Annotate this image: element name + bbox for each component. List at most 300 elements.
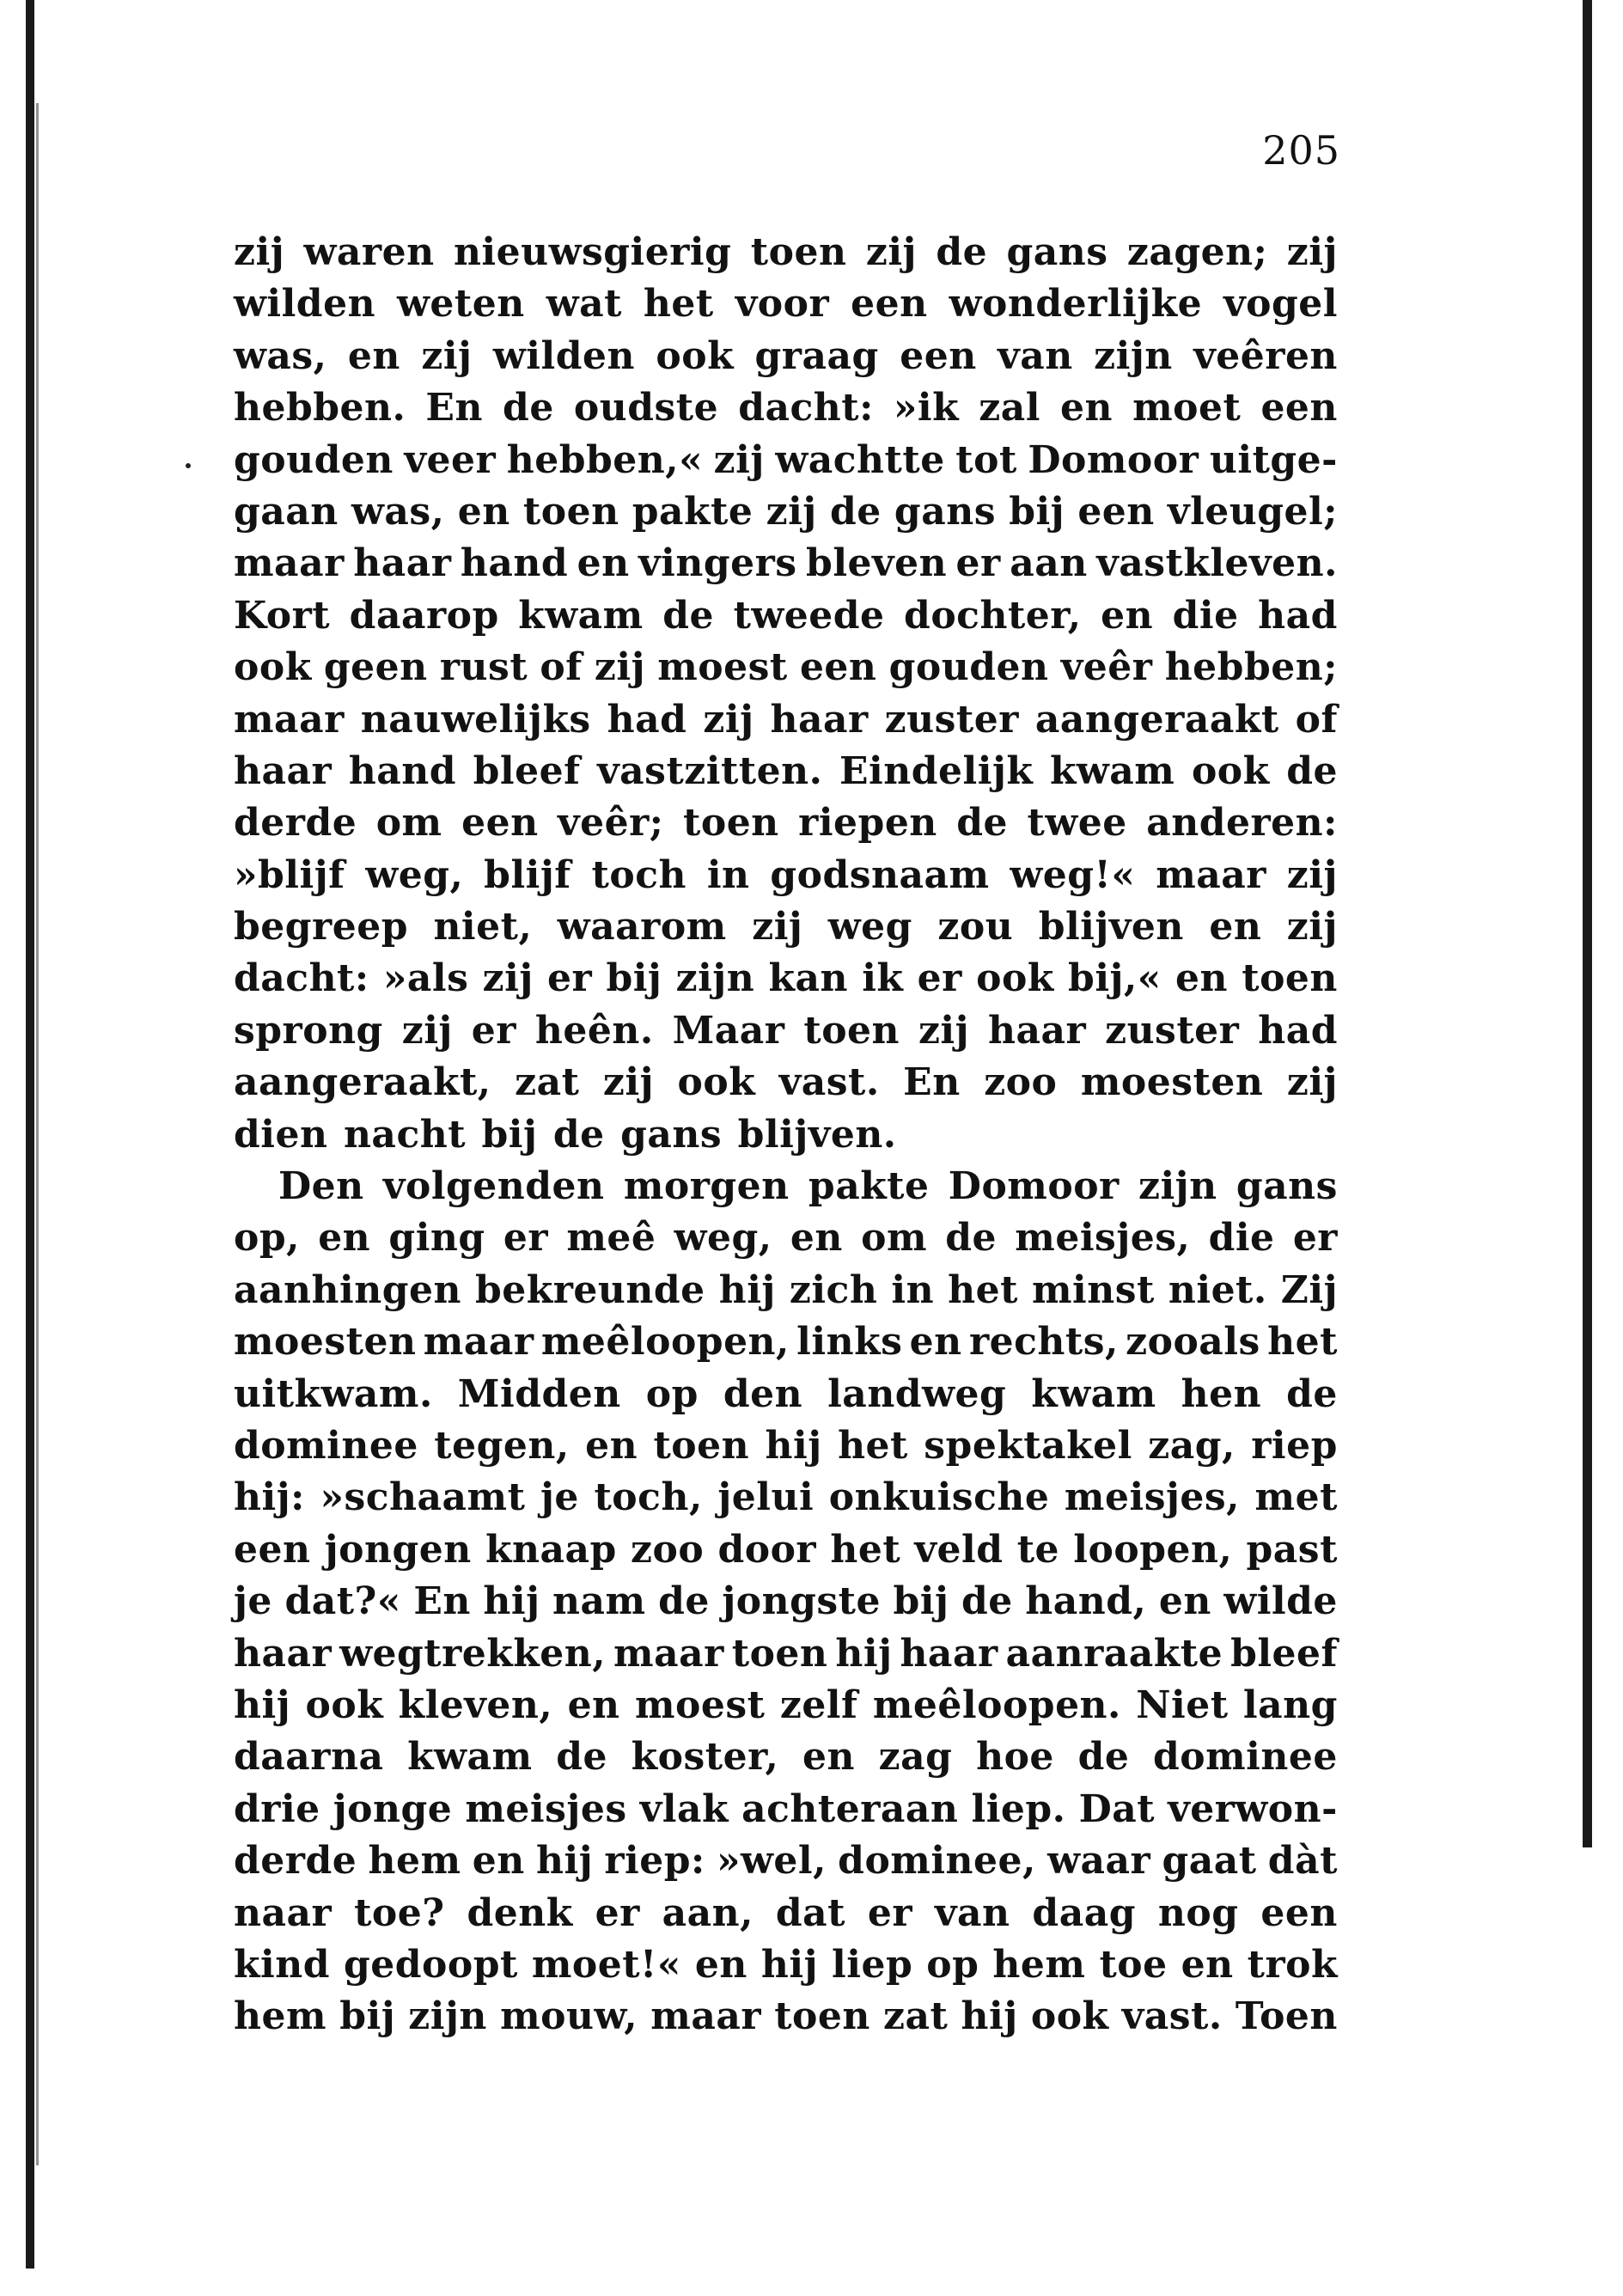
word: hij bbox=[961, 1994, 1018, 2039]
word: pakte bbox=[808, 1164, 930, 1209]
word: kind bbox=[234, 1942, 330, 1987]
word: vleugel; bbox=[1168, 489, 1338, 534]
word: en bbox=[1181, 1942, 1234, 1987]
word: maar bbox=[234, 697, 345, 742]
word: gedoopt bbox=[343, 1942, 518, 1987]
word: ook bbox=[976, 956, 1054, 1001]
word: blijven bbox=[1038, 905, 1184, 950]
word: liep bbox=[832, 1942, 913, 1987]
word: op, bbox=[234, 1216, 300, 1261]
word: landweg bbox=[827, 1371, 1007, 1416]
word: »wel, bbox=[717, 1839, 827, 1884]
word: er bbox=[595, 1890, 640, 1935]
word: kleven, bbox=[398, 1682, 553, 1727]
word: zoo bbox=[631, 1527, 705, 1572]
word: zij bbox=[421, 333, 473, 378]
word: morgen bbox=[623, 1164, 790, 1209]
text-line bbox=[234, 1680, 1338, 1731]
word: dàt bbox=[1267, 1839, 1338, 1884]
word: En bbox=[903, 1060, 961, 1105]
word: was, bbox=[234, 333, 327, 378]
word: met bbox=[1254, 1475, 1338, 1520]
text-line bbox=[234, 1939, 1338, 1991]
word: of bbox=[540, 645, 583, 690]
word: zij bbox=[1286, 1060, 1338, 1105]
word: het bbox=[948, 1267, 1018, 1312]
word: gouden bbox=[234, 437, 394, 482]
word: meê bbox=[566, 1216, 656, 1261]
text-line bbox=[234, 538, 1338, 589]
word: vastkleven. bbox=[1096, 541, 1338, 586]
word: moet bbox=[1132, 386, 1242, 430]
word: je bbox=[234, 1579, 272, 1624]
word: En bbox=[413, 1579, 471, 1624]
word: wilden bbox=[234, 282, 376, 327]
word: aanraakte bbox=[1005, 1631, 1223, 1676]
word: moest bbox=[634, 1682, 766, 1727]
word: naar bbox=[234, 1890, 333, 1935]
word: was, bbox=[351, 489, 445, 534]
word: Kort bbox=[234, 593, 331, 638]
word: of bbox=[1295, 697, 1338, 742]
word: bij bbox=[606, 956, 662, 1001]
word: de bbox=[552, 1112, 605, 1157]
word: hebben; bbox=[1164, 645, 1338, 690]
word: derde bbox=[234, 1839, 357, 1884]
page-edge-right bbox=[1583, 0, 1592, 1847]
word: en bbox=[577, 541, 630, 586]
word: gans bbox=[620, 1112, 723, 1157]
word: weg bbox=[827, 905, 912, 950]
word: ook bbox=[1191, 748, 1270, 793]
text-line bbox=[234, 1784, 1338, 1835]
word: zij bbox=[594, 645, 645, 690]
word: een bbox=[1077, 489, 1155, 534]
word: toen bbox=[653, 1423, 750, 1468]
word: drie bbox=[234, 1786, 320, 1831]
word: het bbox=[838, 1423, 908, 1468]
word: aanhingen bbox=[234, 1267, 461, 1312]
word: bleef bbox=[1230, 1631, 1338, 1676]
word: gaat bbox=[1162, 1839, 1257, 1884]
word: er bbox=[1292, 1216, 1338, 1261]
word: en bbox=[790, 1216, 843, 1261]
word: bij,« bbox=[1068, 956, 1162, 1001]
text-line bbox=[234, 901, 1338, 953]
word: toen bbox=[683, 801, 779, 846]
word: gaan bbox=[234, 489, 339, 534]
word: »blijf bbox=[234, 852, 345, 897]
word: zij bbox=[482, 956, 534, 1001]
word: »ik bbox=[893, 386, 960, 430]
text-line bbox=[234, 1369, 1338, 1420]
word: de bbox=[945, 1216, 998, 1261]
word: riep bbox=[1251, 1423, 1338, 1468]
word: en bbox=[457, 489, 510, 534]
page-edge-left bbox=[26, 0, 34, 2269]
text-line bbox=[234, 1316, 1338, 1368]
word: zelf bbox=[779, 1682, 858, 1727]
word: uitge- bbox=[1209, 437, 1338, 482]
text-line bbox=[234, 694, 1338, 746]
word: de bbox=[1077, 1735, 1130, 1780]
word: meisjes bbox=[465, 1786, 627, 1831]
text-line bbox=[234, 1835, 1338, 1887]
word: een bbox=[799, 645, 877, 690]
word: en bbox=[694, 1942, 747, 1987]
word: dominee bbox=[234, 1423, 418, 1468]
word: nauwelijks bbox=[360, 697, 591, 742]
word: had bbox=[1258, 593, 1338, 638]
word: haar bbox=[234, 748, 333, 793]
word: den bbox=[723, 1371, 803, 1416]
text-line bbox=[234, 1888, 1338, 1939]
word: dacht: bbox=[738, 386, 874, 430]
word: niet, bbox=[433, 905, 533, 950]
word: toch, bbox=[594, 1475, 703, 1520]
word: gans bbox=[894, 489, 996, 534]
word: toen bbox=[522, 489, 619, 534]
word: vastzitten. bbox=[597, 748, 823, 793]
word: en bbox=[567, 1682, 620, 1727]
word: wegtrekken, bbox=[339, 1631, 607, 1676]
text-line bbox=[234, 1420, 1338, 1472]
word: knaap bbox=[485, 1527, 617, 1572]
word: haar bbox=[234, 1631, 333, 1676]
word: die bbox=[1208, 1216, 1275, 1261]
word: er bbox=[471, 1008, 516, 1053]
word: maar bbox=[423, 1320, 534, 1365]
word: bleef bbox=[473, 748, 581, 793]
word: hij bbox=[765, 1423, 822, 1468]
text-line bbox=[234, 1524, 1338, 1576]
word: aangeraakt, bbox=[234, 1060, 491, 1105]
word: zuster bbox=[884, 697, 1019, 742]
word: niet. bbox=[1168, 1267, 1267, 1312]
word: »als bbox=[382, 956, 469, 1001]
word: kwam bbox=[1049, 748, 1175, 793]
word: hand bbox=[348, 748, 457, 793]
word: de bbox=[658, 1579, 710, 1624]
word: tegen, bbox=[434, 1423, 570, 1468]
text-line bbox=[234, 1991, 1338, 2043]
word: zag bbox=[878, 1735, 953, 1780]
word: zij bbox=[713, 437, 765, 482]
word: voor bbox=[735, 282, 830, 327]
text-line bbox=[234, 953, 1338, 1004]
word: hoe bbox=[976, 1735, 1054, 1780]
word: liep. bbox=[971, 1786, 1066, 1831]
word: hebben,« bbox=[506, 437, 704, 482]
word: bij bbox=[481, 1112, 538, 1157]
word: zoo bbox=[984, 1060, 1058, 1105]
word: Niet bbox=[1136, 1682, 1229, 1727]
word: moest bbox=[657, 645, 788, 690]
word: het bbox=[1267, 1320, 1338, 1365]
word: veêr bbox=[1060, 645, 1153, 690]
word: waar bbox=[1047, 1839, 1151, 1884]
word: nieuwsgierig bbox=[453, 230, 732, 274]
word: ook bbox=[305, 1682, 384, 1727]
word: kwam bbox=[1031, 1371, 1156, 1416]
word: ging bbox=[388, 1216, 485, 1261]
text-line bbox=[234, 1161, 1338, 1212]
word: past bbox=[1246, 1527, 1338, 1572]
word: had bbox=[607, 697, 687, 742]
word: in bbox=[706, 852, 750, 897]
word: daarna bbox=[234, 1735, 384, 1780]
word: gouden bbox=[888, 645, 1049, 690]
word: gans bbox=[1006, 230, 1108, 274]
word: moesten bbox=[234, 1320, 417, 1365]
word: denk bbox=[467, 1890, 573, 1935]
word: ook bbox=[1030, 1994, 1109, 2039]
word: kwam bbox=[407, 1735, 533, 1780]
word: waren bbox=[303, 230, 435, 274]
word: hen bbox=[1181, 1371, 1262, 1416]
word: En bbox=[425, 386, 483, 430]
text-line bbox=[234, 797, 1338, 849]
word: veêr; bbox=[558, 801, 664, 846]
word: waarom bbox=[557, 905, 727, 950]
word: hij bbox=[718, 1267, 776, 1312]
word: en bbox=[347, 333, 400, 378]
word: en bbox=[1158, 1579, 1211, 1624]
word: de bbox=[829, 489, 882, 534]
word: zagen; bbox=[1126, 230, 1268, 274]
word: door bbox=[717, 1527, 817, 1572]
word: kan bbox=[768, 956, 848, 1001]
word: koster, bbox=[631, 1735, 779, 1780]
word: dacht: bbox=[234, 956, 369, 1001]
word: Eindelijk bbox=[839, 748, 1034, 793]
word: zou bbox=[937, 905, 1014, 950]
word: hand, bbox=[1025, 1579, 1147, 1624]
word: blijf bbox=[484, 852, 571, 897]
word: Domoor bbox=[1028, 437, 1199, 482]
word: een bbox=[461, 801, 539, 846]
text-line bbox=[234, 590, 1338, 642]
text-line bbox=[234, 1005, 1338, 1057]
word: toen bbox=[803, 1008, 900, 1053]
word: toen bbox=[774, 1994, 870, 2039]
word: zij bbox=[602, 1060, 655, 1105]
word: om bbox=[861, 1216, 928, 1261]
word: een bbox=[851, 282, 928, 327]
word: het bbox=[643, 282, 714, 327]
word: een bbox=[900, 333, 977, 378]
word: dien bbox=[234, 1112, 328, 1157]
word: er bbox=[547, 956, 593, 1001]
word: ook bbox=[234, 645, 312, 690]
word: zij bbox=[865, 230, 917, 274]
word: de bbox=[936, 230, 988, 274]
word: rechts, bbox=[968, 1320, 1119, 1365]
word: zij bbox=[766, 489, 817, 534]
word: wat bbox=[546, 282, 622, 327]
word: er bbox=[867, 1890, 913, 1935]
word: hij bbox=[760, 1942, 818, 1987]
word: wachtte bbox=[775, 437, 945, 482]
text-line bbox=[234, 1576, 1338, 1627]
word: zat bbox=[515, 1060, 580, 1105]
word: moet!« bbox=[531, 1942, 681, 1987]
word: toen bbox=[731, 1631, 828, 1676]
word: twee bbox=[1027, 801, 1127, 846]
word: en bbox=[472, 1839, 525, 1884]
word: haar bbox=[900, 1631, 998, 1676]
word: je bbox=[540, 1475, 579, 1520]
word: spektakel bbox=[924, 1423, 1132, 1468]
word: hij: bbox=[234, 1475, 305, 1520]
text-line bbox=[234, 1109, 1338, 1161]
word: hij bbox=[234, 1682, 291, 1727]
word: zijn bbox=[1094, 333, 1173, 378]
word: haar bbox=[770, 697, 869, 742]
word: verwon- bbox=[1168, 1786, 1338, 1831]
word: bekreunde bbox=[475, 1267, 705, 1312]
word: Midden bbox=[457, 1371, 621, 1416]
word: ook bbox=[677, 1060, 756, 1105]
word: op bbox=[926, 1942, 979, 1987]
body-text bbox=[234, 227, 1338, 2043]
word: een bbox=[234, 1527, 311, 1572]
word: toe bbox=[1099, 1942, 1168, 1987]
text-line bbox=[234, 435, 1338, 486]
word: meêloopen, bbox=[540, 1320, 790, 1365]
word: dochter, bbox=[904, 593, 1082, 638]
word: riepen bbox=[798, 801, 937, 846]
word: hij bbox=[835, 1631, 893, 1676]
word: en bbox=[1209, 905, 1262, 950]
word: riep: bbox=[604, 1839, 705, 1884]
word: blijven. bbox=[737, 1112, 897, 1157]
word: wilde bbox=[1223, 1579, 1338, 1624]
word: jonge bbox=[333, 1786, 453, 1831]
word: vogel bbox=[1223, 282, 1338, 327]
word: van bbox=[998, 333, 1073, 378]
word: daag bbox=[1032, 1890, 1136, 1935]
word: graag bbox=[754, 333, 879, 378]
word: sprong bbox=[234, 1008, 383, 1053]
word: en bbox=[1060, 386, 1114, 430]
word: loopen, bbox=[1073, 1527, 1233, 1572]
word: hand bbox=[460, 541, 569, 586]
word: de bbox=[961, 1579, 1013, 1624]
word: nacht bbox=[343, 1112, 467, 1157]
word: »schaamt bbox=[320, 1475, 526, 1520]
word: bij bbox=[893, 1579, 949, 1624]
word: onkuische bbox=[828, 1475, 1050, 1520]
word: achteraan bbox=[741, 1786, 959, 1831]
word: dominee, bbox=[838, 1839, 1036, 1884]
word: zijn bbox=[675, 956, 755, 1001]
word: meisjes, bbox=[1064, 1475, 1240, 1520]
word: zat bbox=[883, 1994, 949, 2039]
word: hem bbox=[234, 1994, 327, 2039]
word: bij bbox=[1009, 489, 1065, 534]
word: aan bbox=[1010, 541, 1088, 586]
text-line bbox=[234, 331, 1338, 382]
word: en bbox=[318, 1216, 371, 1261]
text-line bbox=[234, 1472, 1338, 1524]
text-line bbox=[234, 1731, 1338, 1783]
word: zij bbox=[1286, 852, 1338, 897]
word: en bbox=[909, 1320, 962, 1365]
word: maar bbox=[613, 1631, 724, 1676]
word: trok bbox=[1247, 1942, 1338, 1987]
word: vingers bbox=[638, 541, 797, 586]
word: uitkwam. bbox=[234, 1371, 433, 1416]
word: zij bbox=[401, 1008, 453, 1053]
word: aan, bbox=[662, 1890, 754, 1935]
text-line bbox=[234, 1265, 1338, 1316]
text-line bbox=[234, 486, 1338, 538]
word: om bbox=[375, 801, 442, 846]
page-edge-left-shadow bbox=[36, 103, 39, 2165]
word: geen bbox=[323, 645, 428, 690]
word: veêren bbox=[1193, 333, 1338, 378]
text-line bbox=[234, 227, 1338, 278]
word: zal bbox=[979, 386, 1040, 430]
word: tot bbox=[955, 437, 1017, 482]
text-line bbox=[234, 850, 1338, 901]
word: ook bbox=[656, 333, 735, 378]
word: de bbox=[956, 801, 1009, 846]
text-line bbox=[234, 642, 1338, 693]
word: vast. bbox=[1121, 1994, 1223, 2039]
word: hij bbox=[483, 1579, 540, 1624]
word: wilden bbox=[492, 333, 635, 378]
word: te bbox=[1016, 1527, 1060, 1572]
text-line bbox=[234, 1057, 1338, 1108]
word: die bbox=[1172, 593, 1239, 638]
page-number: 205 bbox=[1262, 127, 1340, 174]
word: toe? bbox=[354, 1890, 445, 1935]
word: Dat bbox=[1078, 1786, 1156, 1831]
word: begreep bbox=[234, 905, 408, 950]
word: maar bbox=[650, 1994, 762, 2039]
word: hebben. bbox=[234, 386, 406, 430]
word: weg, bbox=[365, 852, 464, 897]
word: Zij bbox=[1280, 1267, 1338, 1312]
word: maar bbox=[1156, 852, 1266, 897]
word: toen bbox=[750, 230, 847, 274]
word: veld bbox=[914, 1527, 1004, 1572]
word: er bbox=[503, 1216, 549, 1261]
word: en bbox=[802, 1735, 856, 1780]
word: weg, bbox=[674, 1216, 772, 1261]
word: anderen: bbox=[1146, 801, 1338, 846]
word: zuster bbox=[1105, 1008, 1240, 1053]
word: aangeraakt bbox=[1034, 697, 1279, 742]
word: weten bbox=[397, 282, 525, 327]
word: Domoor bbox=[948, 1164, 1120, 1209]
word: en bbox=[1101, 593, 1154, 638]
word: toen bbox=[1242, 956, 1338, 1001]
word: daarop bbox=[349, 593, 499, 638]
word: moesten bbox=[1080, 1060, 1264, 1105]
word: een bbox=[1260, 1890, 1338, 1935]
word: veer bbox=[404, 437, 497, 482]
word: het bbox=[830, 1527, 901, 1572]
word: zag, bbox=[1148, 1423, 1236, 1468]
word: rust bbox=[439, 645, 528, 690]
text-line bbox=[234, 278, 1338, 330]
word: de bbox=[1286, 748, 1338, 793]
word: ik bbox=[862, 956, 904, 1001]
word: toch bbox=[591, 852, 686, 897]
